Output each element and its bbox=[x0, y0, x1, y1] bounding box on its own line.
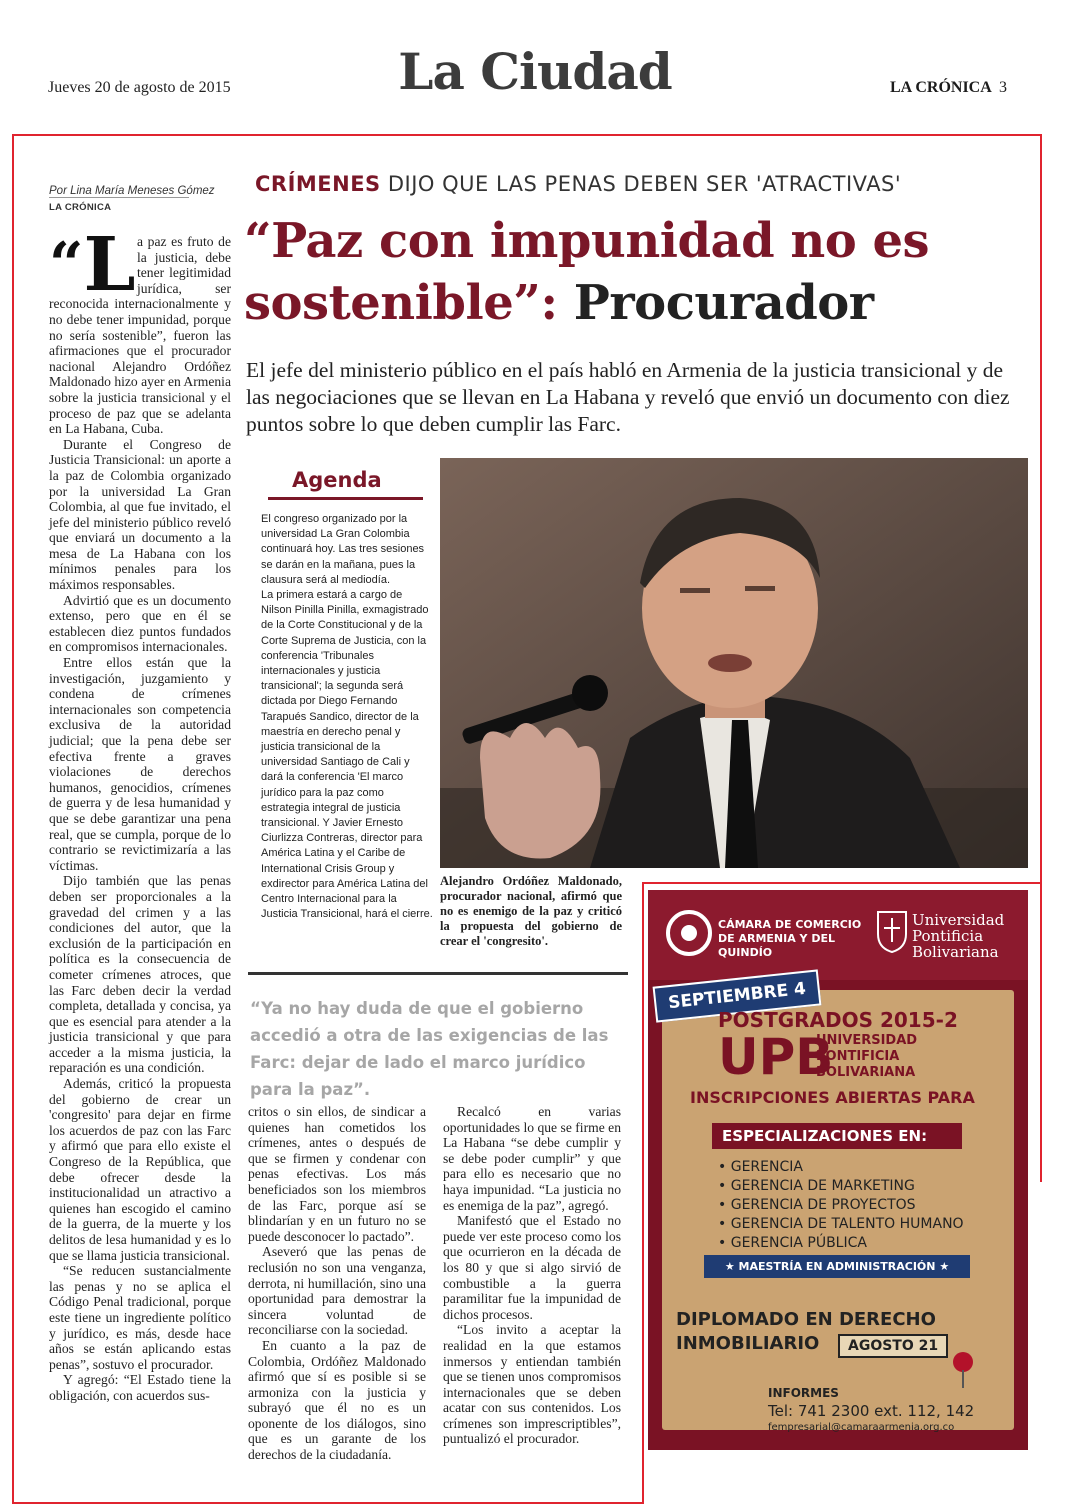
pushpin-icon bbox=[948, 1350, 978, 1390]
highlight-frame-inner-horizontal bbox=[642, 882, 1042, 884]
highlight-frame-inner-vertical bbox=[642, 884, 644, 1504]
paragraph: Aseveró que las penas de reclusión no son una venganza, derrota, ni humillación, sino una oportunidad para demostrar la sincera voluntad de reconciliarse con la sociedad. bbox=[248, 1244, 426, 1338]
ad-upb-line: BOLIVARIANA bbox=[816, 1065, 916, 1080]
dropcap bbox=[49, 222, 136, 308]
kicker-text: DIJO QUE LAS PENAS DEBEN SER 'ATRACTIVAS' bbox=[387, 172, 902, 196]
university-line: Universidad bbox=[912, 911, 1005, 929]
kicker-label: CRÍMENES bbox=[255, 172, 381, 196]
lede: El jefe del ministerio público en el país habló en Armenia de la justicia transicional y de las negociaciones que se llevan en La Habana y reveló que envió un documento con diez puntos sobre lo que deben cumplir las Farc. bbox=[246, 358, 1010, 436]
pull-quote-rule bbox=[248, 972, 628, 975]
paragraph: Además, criticó la propuesta del gobierno de crear un 'congresito' para dejar en firme los acuerdos de paz con las Farc y afirmó que para ello existe el Congreso de la República, que debe ofrecer desde la institucionalidad un atractivo a quienes han escogido el camino de la guerra, de la muerte y los delitos de lesa humanidad y es lo que se llama justicia transicional. bbox=[49, 1076, 231, 1263]
headline-attribution: Procurador bbox=[573, 275, 874, 331]
page-number: 3 bbox=[999, 79, 1007, 96]
pull-quote: “Ya no hay duda de que el gobierno accedió a otra de las exigencias de las Farc: dejar de lado el marco jurídico para la paz”. bbox=[250, 999, 609, 1099]
paragraph: En cuanto a la paz de Colombia, Ordóñez Maldonado afirmó que sí es posible si se armoniza con la justicia y subrayó que él no es un oponente de los diálogos, sino que es un garante de los derechos de la ciudadanía. bbox=[248, 1337, 426, 1463]
ad-program-item: • GERENCIA PÚBLICA bbox=[718, 1235, 867, 1251]
paragraph: a paz es fruto de la justicia, debe tener legitimidad jurídica, ser reconocida internacionalmente y no debe tener impunidad, porque no sería sostenible”, fueron las afirmaciones que el procurador nacional Alejandro Ordóñez Maldonado hizo ayer en Armenia sobre la justicia transicional y el proceso de paz que se adelanta en La Habana, Cuba. bbox=[49, 234, 231, 437]
agenda-box bbox=[261, 512, 433, 922]
issue-date: Jueves 20 de agosto de 2015 bbox=[48, 79, 231, 96]
procurador-photo bbox=[440, 458, 1028, 868]
byline-source: LA CRÓNICA bbox=[49, 202, 112, 213]
paragraph: Manifestó que el Estado no puede ver este proceso como los que ocurrieron en la década de los 80 y que si algo sirvió de combustible a la guerra paramilitar fue la impunidad de dichos procesos. bbox=[443, 1213, 621, 1322]
ad-program-item: • GERENCIA DE TALENTO HUMANO bbox=[718, 1216, 964, 1232]
headline-quote: “Paz con impunidad no es sostenible”: bbox=[244, 213, 930, 331]
ad-program-item: • GERENCIA bbox=[718, 1159, 803, 1175]
university-line: Bolivariana bbox=[912, 943, 999, 961]
article-column-2 bbox=[248, 1104, 426, 1463]
ad-program-item: • GERENCIA DE PROYECTOS bbox=[718, 1197, 916, 1213]
university-logo-text bbox=[912, 912, 1004, 960]
byline-author: Por Lina María Meneses Gómez bbox=[49, 185, 215, 197]
ad-date-badge: SEPTIEMBRE 4 bbox=[653, 969, 822, 1022]
ad-program-list bbox=[718, 1158, 964, 1253]
paragraph: “Los invito a aceptar la realidad en la que estamos inmersos y entiendan también que se tienen unos compromisos internacionales que se deben acatar con sus contenidos. Los crímenes son imprescriptibles”, puntualizó el procurador. bbox=[443, 1322, 621, 1447]
agenda-rule bbox=[268, 497, 423, 500]
highlight-frame-left bbox=[12, 134, 14, 1504]
paragraph: critos o sin ellos, de sindicar a quienes han cometidos los crímenes, antes o después de que se firmen y condenar con penas efectivas. Los más beneficiados son los miembros de las Farc, porque así se blindarían y en un futuro no se puede desconocer lo pactado”. bbox=[248, 1104, 426, 1244]
agenda-paragraph: La primera estará a cargo de Nilson Pinilla Pinilla, exmagistrado de la Corte Constitucional y de la Corte Suprema de Justicia, con la conferencia 'Tribunales internacionales y justicia transicional'; la segunda será dictada por Diego Fernando Tarapués Sandico, director de la maestría en derecho penal y justicia transicional de la universidad Santiago de Cali y dará la conferencia 'El marco jurídico para la paz como estrategia integral de justicia transicional. Y Javier Ernesto Ciurlizza Contreras, director para América Latina y el Caribe de International Crisis Group y exdirector para América Latina del Centro Internacional para la Justicia Transicional, hará el cierre. bbox=[261, 589, 433, 921]
agenda-paragraph: El congreso organizado por la universidad La Gran Colombia continuará hoy. Las tres sesiones se darán en la mañana, pues la clausura será al mediodía. bbox=[261, 513, 425, 586]
highlight-frame-bottom bbox=[12, 1502, 644, 1504]
dropcap-letter: L bbox=[83, 222, 136, 308]
photo-illustration bbox=[440, 458, 1028, 868]
paragraph: Durante el Congreso de Justicia Transicional: un aporte a la paz de Colombia organizado por la universidad La Gran Colombia, al que fue invitado, el jefe del ministerio público reveló que enviará un documento a la mesa de La Habana con los mínimos penales para los máximos responsables. bbox=[49, 436, 231, 593]
chamber-logo-icon bbox=[666, 910, 712, 956]
agenda-title: Agenda bbox=[292, 468, 382, 492]
university-shield-icon bbox=[876, 908, 908, 954]
ad-upb-full bbox=[816, 1033, 917, 1081]
paragraph: “Se reducen sustancialmente las penas y no se aplica el Código Penal tradicional, porque este tiene un ingrediente político y jurídico, es más, desde hace años se están aplicando estas penas”, sostuvo el procurador. bbox=[49, 1263, 231, 1372]
byline-rule bbox=[49, 197, 189, 198]
ad-diplomado-line: DIPLOMADO EN DERECHO bbox=[676, 1309, 936, 1330]
university-line: Pontificia bbox=[912, 927, 984, 945]
newspaper-name: LA CRÓNICA bbox=[890, 79, 992, 96]
ad-upb-line: PONTIFICIA bbox=[816, 1049, 900, 1064]
ad-upb: UPB bbox=[718, 1028, 834, 1086]
ad-email: fempresarial@camaraarmenia.org.co bbox=[768, 1422, 955, 1433]
ad-inscripciones: INSCRIPCIONES ABIERTAS PARA bbox=[690, 1088, 975, 1107]
paragraph: Recalcó en varias oportunidades lo que se firme en La Habana “se debe cumplir y se debe poder cumplir” y que para ello es necesario que no haya impunidad. “La justicia no es enemiga de la paz”, agregó. bbox=[443, 1104, 621, 1213]
advertisement bbox=[648, 890, 1028, 1450]
ad-diplomado-line: INMOBILIARIO bbox=[676, 1333, 820, 1354]
ad-especializaciones: ESPECIALIZACIONES EN: bbox=[712, 1123, 962, 1149]
paragraph: Y agregó: “El Estado tiene la obligación, con acuerdos sus- bbox=[49, 1372, 231, 1403]
ad-upb-line: UNIVERSIDAD bbox=[816, 1033, 918, 1048]
kicker bbox=[255, 172, 901, 196]
paragraph: Dijo también que las penas deben ser proporcionales a la gravedad del crimen y a las condiciones del autor, que la exclusión de la participación en política es la consecuencia de cometer crímenes atroces, que las Farc deben decir la verdad completa, detallada y concisa, ya que es esencial para atender a la justicia transicional y que para acceder a la misma justicia, la reparación es una condición. bbox=[49, 873, 231, 1076]
chamber-name: CÁMARA DE COMERCIO DE ARMENIA Y DEL QUINDÍO bbox=[718, 918, 862, 959]
dropcap-quote: “ bbox=[49, 230, 84, 300]
ad-postgrados: POSTGRADOS 2015-2 bbox=[718, 1008, 958, 1032]
ad-informes: INFORMES bbox=[768, 1386, 839, 1400]
section-title: La Ciudad bbox=[398, 42, 672, 101]
ad-program-item: • GERENCIA DE MARKETING bbox=[718, 1178, 915, 1194]
ad-diplomado-date: AGOSTO 21 bbox=[838, 1334, 948, 1358]
photo-caption: Alejandro Ordóñez Maldonado, procurador nacional, afirmó que no es enemigo de la paz y criticó la propuesta del gobierno de crear el 'congresito'. bbox=[440, 874, 622, 948]
paragraph: Entre ellos están que la investigación, juzgamiento y condena de crímenes internacionales son competencia exclusiva de la autoridad judicial; que la pena debe ser efectiva frente a graves violaciones de derechos humanos, genocidios, crímenes de guerra y de lesa humanidad y que se debe garantizar una pena real, que se cumpla, porque de lo contrario se revictimizaría a las víctimas. bbox=[49, 655, 231, 873]
highlight-frame-right bbox=[1040, 134, 1042, 884]
ad-phone: Tel: 741 2300 ext. 112, 142 bbox=[768, 1402, 975, 1420]
article-column-1 bbox=[49, 222, 231, 1404]
paragraph: Advirtió que es un documento extenso, pero que en él se establecen diez puntos fundados en compromisos internacionales. bbox=[49, 592, 231, 655]
ad-maestria: ★ MAESTRÍA EN ADMINISTRACIÓN ★ bbox=[704, 1255, 970, 1278]
article-column-3 bbox=[443, 1104, 621, 1447]
headline bbox=[244, 210, 1034, 334]
